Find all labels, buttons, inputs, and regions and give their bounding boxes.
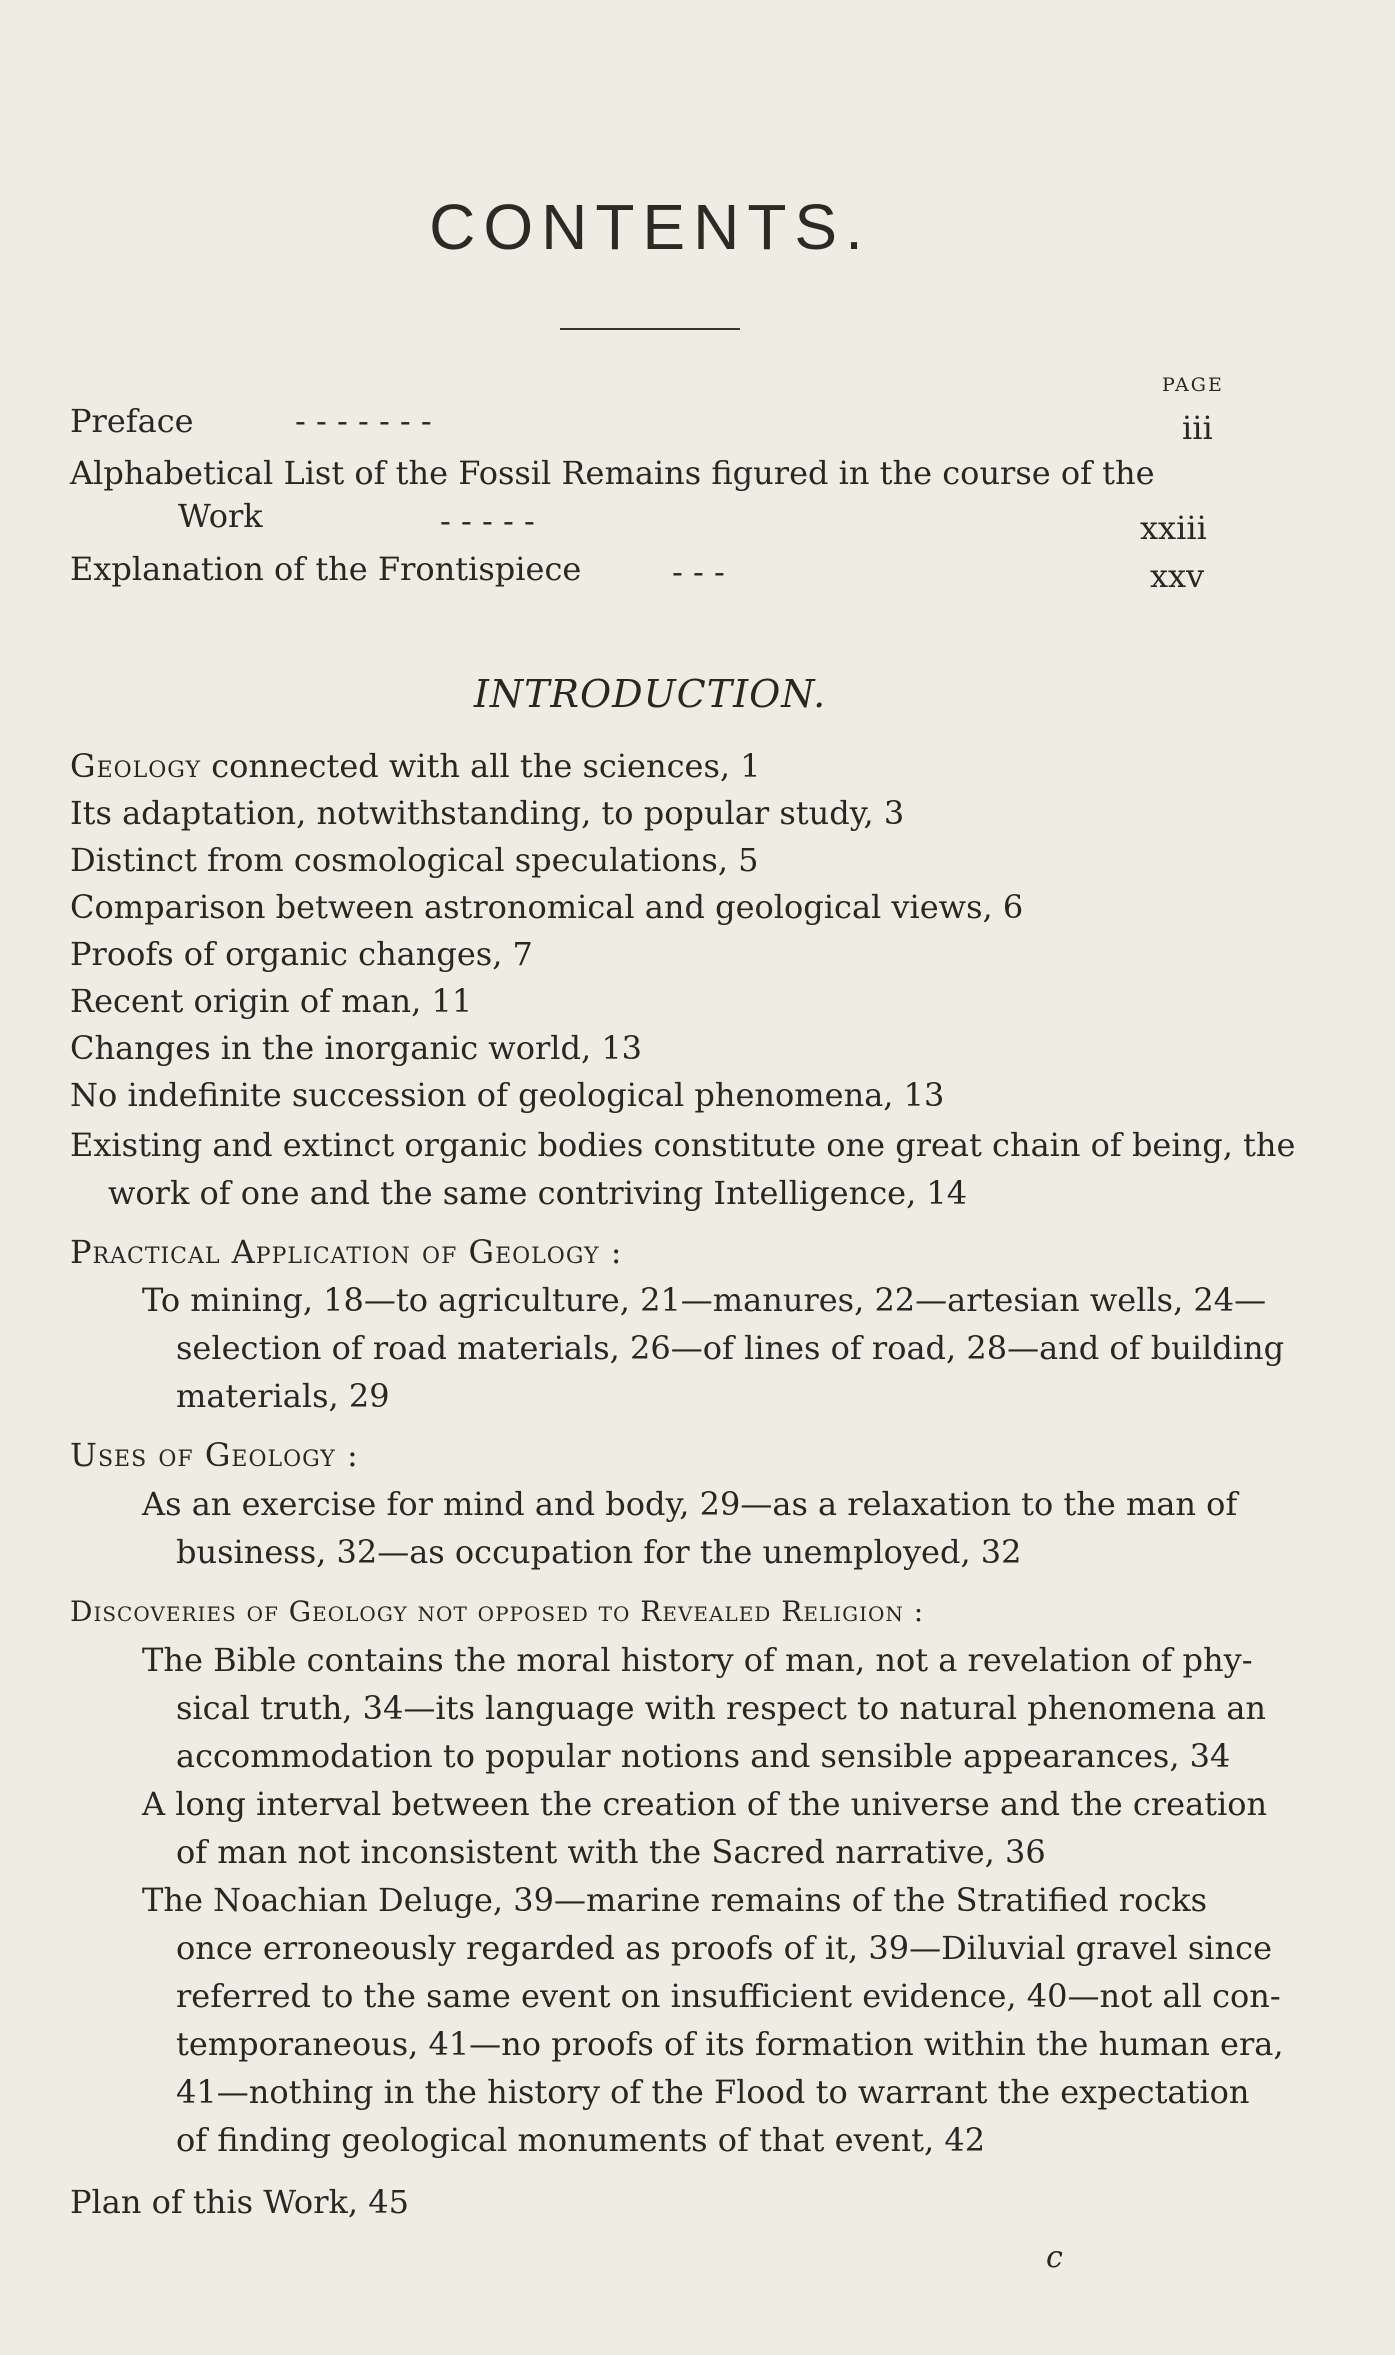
toc-entry-page: xxv — [1150, 557, 1205, 595]
intro-first-word: Geology — [70, 747, 202, 785]
toc-entry-label-cont: Work — [178, 497, 263, 535]
practical-line: To mining, 18—to agriculture, 21—manures, 22—artesian wells, 24— — [142, 1281, 1267, 1319]
intro-line: Changes in the inorganic world, 13 — [70, 1029, 643, 1067]
intro-line: Distinct from cosmological speculations, 5 — [70, 841, 759, 879]
discoveries-line: referred to the same event on insufficient evidence, 40—not all con- — [176, 1977, 1281, 2015]
discoveries-line: temporaneous, 41—no proofs of its formation within the human era, — [176, 2025, 1284, 2063]
section-heading-uses: Uses of Geology : — [70, 1436, 359, 1474]
section-heading-discoveries: Discoveries of Geology not opposed to Revealed Religion : — [70, 1595, 925, 1628]
discoveries-line: once erroneously regarded as proofs of it, 39—Diluvial gravel since — [176, 1929, 1272, 1967]
uses-line: business, 32—as occupation for the unemployed, 32 — [176, 1533, 1022, 1571]
toc-entry-label: Explanation of the Frontispiece — [70, 550, 582, 588]
section-heading-practical: Practical Application of Geology : — [70, 1233, 623, 1271]
practical-line: materials, 29 — [176, 1377, 390, 1415]
discoveries-line: of man not inconsistent with the Sacred narrative, 36 — [176, 1833, 1046, 1871]
title-rule — [560, 328, 740, 330]
intro-line: Recent origin of man, 11 — [70, 982, 473, 1020]
toc-entry-leader: - - - — [672, 553, 725, 591]
discoveries-line: 41—nothing in the history of the Flood to warrant the expectation — [176, 2073, 1250, 2111]
page-column-heading: PAGE — [1162, 374, 1224, 396]
discoveries-line: A long interval between the creation of the universe and the creation — [142, 1785, 1268, 1823]
toc-entry-leader: - - - - - — [440, 502, 535, 540]
practical-line: selection of road materials, 26—of lines of road, 28—and of building — [176, 1329, 1285, 1367]
intro-line: work of one and the same contriving Intelligence, 14 — [108, 1174, 968, 1212]
discoveries-line: The Bible contains the moral history of man, not a revelation of phy- — [142, 1641, 1253, 1679]
section-heading-introduction: INTRODUCTION. — [473, 672, 827, 716]
toc-entry-label: Preface — [70, 402, 194, 440]
signature-mark: c — [1046, 2240, 1063, 2275]
page-title: CONTENTS. — [429, 191, 871, 263]
intro-line: No indefinite succession of geological phenomena, 13 — [70, 1076, 945, 1114]
discoveries-line: sical truth, 34—its language with respect to natural phenomena an — [176, 1689, 1266, 1727]
discoveries-line: The Noachian Deluge, 39—marine remains of the Stratified rocks — [142, 1881, 1208, 1919]
toc-entry-label: Alphabetical List of the Fossil Remains figured in the course of the — [70, 454, 1155, 492]
discoveries-line: accommodation to popular notions and sensible appearances, 34 — [176, 1737, 1231, 1775]
uses-line: As an exercise for mind and body, 29—as a relaxation to the man of — [142, 1485, 1238, 1523]
intro-line — [70, 747, 761, 785]
intro-line: Proofs of organic changes, 7 — [70, 935, 533, 973]
intro-first-line-rest: connected with all the sciences, 1 — [201, 747, 761, 785]
toc-entry-page: iii — [1182, 409, 1213, 447]
toc-entry-page: xxiii — [1140, 509, 1207, 547]
toc-entry-leader: - - - - - - - — [295, 402, 432, 440]
plan-line: Plan of this Work, 45 — [70, 2183, 409, 2221]
intro-line: Comparison between astronomical and geological views, 6 — [70, 888, 1024, 926]
intro-line: Existing and extinct organic bodies constitute one great chain of being, the — [70, 1126, 1296, 1164]
intro-line: Its adaptation, notwithstanding, to popular study, 3 — [70, 794, 905, 832]
discoveries-line: of finding geological monuments of that event, 42 — [176, 2121, 986, 2159]
